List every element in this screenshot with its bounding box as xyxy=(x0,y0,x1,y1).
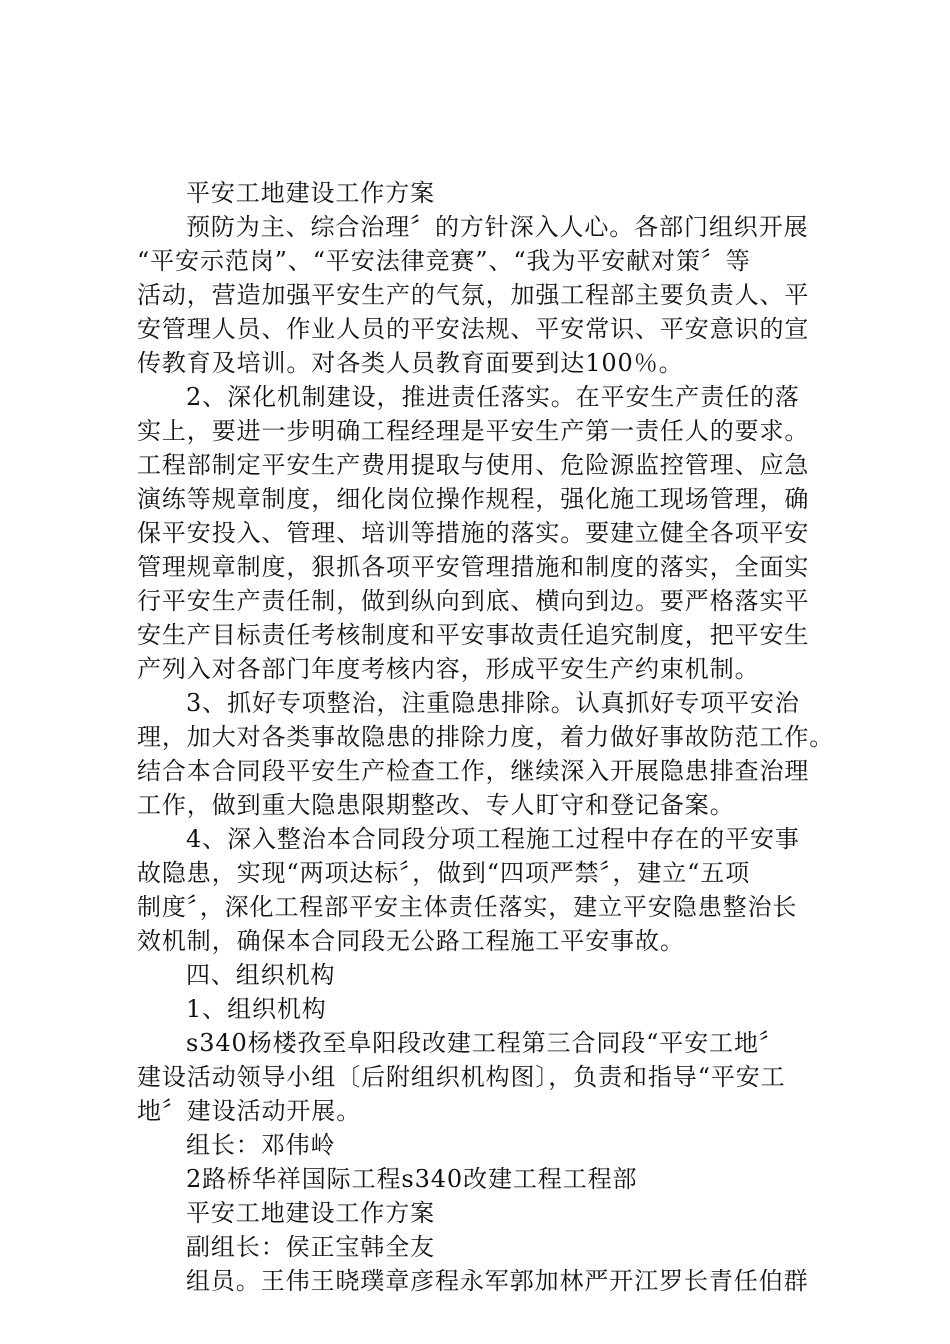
text-line: 安生产目标责任考核制度和平安事故责任追究制度，把平安生 xyxy=(137,621,810,649)
text-line: 产列入对各部门年度考核内容，形成平安生产约束机制。 xyxy=(137,655,760,683)
text-line: 故隐患，实现“两项达标〞，做到“四项严禁〞，建立“五项 xyxy=(137,859,751,887)
text-line: 效机制，确保本合同段无公路工程施工平安事故。 xyxy=(137,927,685,955)
doc-title: 平安工地建设工作方案 xyxy=(186,179,435,207)
text-line: 实上，要进一步明确工程经理是平安生产第一责任人的要求。 xyxy=(137,417,810,445)
text-line: 演练等规章制度，细化岗位操作规程，强化施工现场管理，确 xyxy=(137,485,810,513)
section-heading: 四、组织机构 xyxy=(186,961,336,989)
text-line: 2、深化机制建设，推进责任落实。在平安生产责任的落 xyxy=(186,383,800,411)
text-line: 理，加大对各类事故隐患的排除力度，着力做好事故防范工作。 xyxy=(137,723,835,751)
text-line: 建设活动领导小组〔后附组织机构图〕，负责和指导“平安工 xyxy=(137,1063,786,1091)
running-header: 平安工地建设工作方案 xyxy=(186,1199,435,1227)
text-line: “平安示范岗”、“平安法律竞赛”、“我为平安献对策〞等 xyxy=(137,247,751,275)
text-line: 制度〞，深化工程部平安主体责任落实，建立平安隐患整治长 xyxy=(137,893,798,921)
text-line: 工程部制定平安生产费用提取与使用、危险源监控管理、应急 xyxy=(137,451,810,479)
text-line: 组员。王伟王晓璞章彦程永军郭加林严开江罗长青任伯群 xyxy=(186,1267,809,1295)
text-line: 工作，做到重大隐患限期整改、专人盯守和登记备案。 xyxy=(137,791,735,819)
text-line: 预防为主、综合治理〞的方针深入人心。各部门组织开展 xyxy=(186,213,809,241)
text-line: 管理规章制度，狠抓各项平安管理措施和制度的落实，全面实 xyxy=(137,553,810,581)
text-line: 传教育及培训。对各类人员教育面要到达100％。 xyxy=(137,349,684,377)
text-line: 行平安生产责任制，做到纵向到底、横向到边。要严格落实平 xyxy=(137,587,810,615)
text-line: 组长：邓伟岭 xyxy=(186,1131,336,1159)
text-line: s340杨楼孜至阜阳段改建工程第三合同段“平安工地〞 xyxy=(186,1029,784,1057)
text-line: 4、深入整治本合同段分项工程施工过程中存在的平安事 xyxy=(186,825,800,853)
running-footer: 2路桥华祥国际工程s340改建工程工程部 xyxy=(186,1165,638,1193)
text-line: 结合本合同段平安生产检查工作，继续深入开展隐患排查治理 xyxy=(137,757,810,785)
subsection-heading: 1、组织机构 xyxy=(186,995,327,1023)
text-line: 保平安投入、管理、培训等措施的落实。要建立健全各项平安 xyxy=(137,519,810,547)
text-line: 副组长：侯正宝韩全友 xyxy=(186,1233,435,1261)
text-line: 活动，营造加强平安生产的气氛，加强工程部主要负责人、平 xyxy=(137,281,810,309)
text-line: 3、抓好专项整治，注重隐患排除。认真抓好专项平安治 xyxy=(186,689,800,717)
text-line: 安管理人员、作业人员的平安法规、平安常识、平安意识的宣 xyxy=(137,315,810,343)
text-line: 地〞建设活动开展。 xyxy=(137,1097,362,1125)
